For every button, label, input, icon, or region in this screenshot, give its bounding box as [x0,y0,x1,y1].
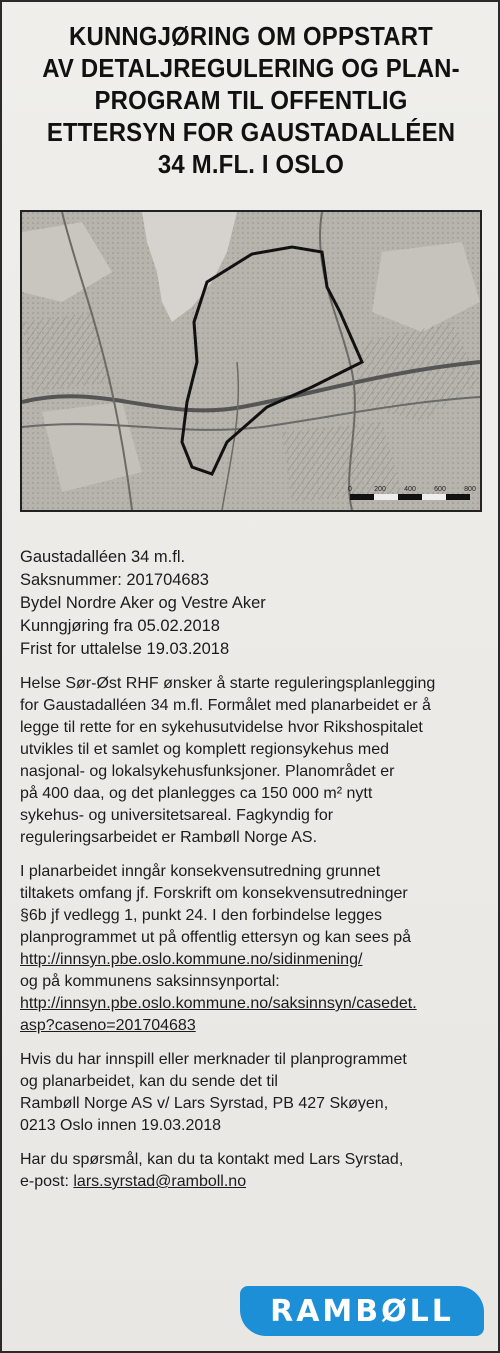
text-line: 0213 Oslo innen 19.03.2018 [20,1117,222,1134]
text-line: sykehus- og universitetsareal. Fagkyndig for [20,807,334,824]
email-line [20,1171,482,1193]
text-line: tiltakets omfang jf. Forskrift om konsekvensutredninger [20,885,408,902]
case-details [20,546,482,661]
paragraph-contact [20,1149,482,1193]
case-portal-link-cont[interactable]: asp?caseno=201704683 [20,1017,196,1034]
text-line: planprogrammet ut på offentlig ettersyn og kan sees på [20,929,412,946]
text-line: I planarbeidet inngår konsekvensutredning grunnet [20,863,381,880]
site-map [20,210,482,512]
paragraph-purpose [20,673,482,849]
map-scale-label: 600 [434,486,446,493]
plan-program-link[interactable]: http://innsyn.pbe.oslo.kommune.no/sidinmening/ [20,951,363,968]
logo-text: RAMBØLL [270,1293,454,1329]
map-scale-bar [350,494,470,500]
text-line: §6b jf vedlegg 1, punkt 24. I den forbindelse legges [20,907,383,924]
headline-line: ETTERSYN FOR GAUSTADALLÉEN [46,117,456,147]
text-line: Helse Sør-Øst RHF ønsker å starte reguleringsplanlegging [20,675,436,692]
ramboll-logo [240,1286,484,1336]
headline-line: PROGRAM TIL OFFENTLIG [94,85,408,115]
text-line: Hvis du har innspill eller merknader til planprogrammet [20,1051,407,1068]
email-link[interactable]: lars.syrstad@ramboll.no [73,1173,247,1190]
text-line: Rambøll Norge AS v/ Lars Syrstad, PB 427 Skøyen, [20,1095,389,1112]
headline-line: 34 M.FL. I OSLO [157,149,345,179]
notice-headline [20,20,482,180]
district: Bydel Nordre Aker og Vestre Aker [20,594,266,612]
email-prefix: e-post: [20,1173,74,1190]
paragraph-impact-assessment [20,861,482,1037]
text-line: utvikles til et samlet og komplett regionsykehus med [20,741,390,758]
text-line: på 400 daa, og det planlegges ca 150 000 m² nytt [20,785,373,802]
case-number: Saksnummer: 201704683 [20,571,209,589]
site-map-icon [22,212,480,510]
announcement-date: Kunngjøring fra 05.02.2018 [20,617,220,635]
text-line: reguleringsarbeidet er Rambøll Norge AS. [20,829,318,846]
paragraph-submissions [20,1049,482,1137]
map-scale-label: 200 [374,486,386,493]
map-scale-label: 800 [464,486,476,493]
text-line: nasjonal- og lokalsykehusfunksjoner. Planområdet er [20,763,395,780]
map-scale-label: 0 [348,486,352,493]
text-line: og på kommunens saksinnsynportal: [20,973,280,990]
map-scale-label: 400 [404,486,416,493]
text-line: for Gaustadalléen 34 m.fl. Formålet med planarbeidet er å [20,697,431,714]
text-line: legge til rette for en sykehusutvidelse hvor Rikshospitalet [20,719,423,736]
case-portal-link[interactable]: http://innsyn.pbe.oslo.kommune.no/saksinnsyn/casedet. [20,995,417,1012]
headline-line: KUNNGJØRING OM OPPSTART [69,21,433,51]
headline-line: AV DETALJREGULERING OG PLAN- [42,53,460,83]
text-line: Har du spørsmål, kan du ta kontakt med Lars Syrstad, [20,1151,404,1168]
notice-body [20,546,482,1205]
address: Gaustadalléen 34 m.fl. [20,548,186,566]
text-line: og planarbeidet, kan du sende det til [20,1073,278,1090]
deadline: Frist for uttalelse 19.03.2018 [20,640,230,658]
